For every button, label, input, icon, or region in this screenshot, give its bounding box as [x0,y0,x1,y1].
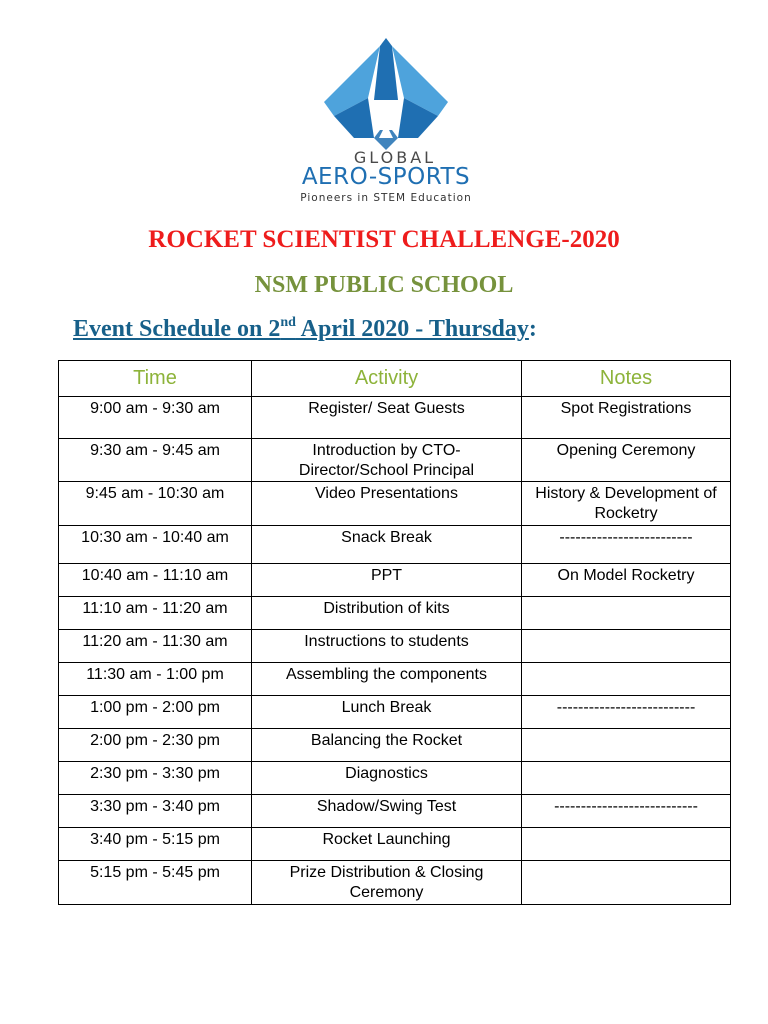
logo-brand-name: AERO-SPORTS [301,164,471,190]
school-name: NSM PUBLIC SCHOOL [254,272,514,298]
cell-time: 9:30 am - 9:45 am [59,439,252,482]
table-row [59,597,731,630]
cell-time: 11:20 am - 11:30 am [59,630,252,663]
cell-activity: Lunch Break [252,696,522,729]
logo-global-text: GLOBAL [353,148,437,167]
table-row [59,482,731,526]
cell-activity: Register/ Seat Guests [252,397,522,439]
schedule-heading [73,316,537,343]
cell-activity: Diagnostics [252,762,522,795]
header-activity: Activity [252,361,522,397]
cell-notes [522,630,731,663]
cell-notes [522,663,731,696]
cell-time: 2:00 pm - 2:30 pm [59,729,252,762]
table-row [59,397,731,439]
cell-notes: Spot Registrations [522,397,731,439]
cell-time: 2:30 pm - 3:30 pm [59,762,252,795]
cell-notes [522,762,731,795]
cell-notes: Opening Ceremony [522,439,731,482]
cell-notes: History & Development of Rocketry [522,482,731,526]
cell-activity: Assembling the components [252,663,522,696]
logo-tagline: Pioneers in STEM Education [300,192,472,204]
cell-activity: Distribution of kits [252,597,522,630]
cell-notes: -------------------------- [522,696,731,729]
schedule-heading-colon: : [528,316,537,342]
cell-activity: Rocket Launching [252,828,522,861]
table-header-row [59,361,731,397]
global-aero-sports-logo [276,38,496,208]
cell-time: 11:30 am - 1:00 pm [59,663,252,696]
schedule-heading-prefix: Event Schedule on 2 [73,316,281,342]
table-row [59,564,731,597]
cell-activity: Shadow/Swing Test [252,795,522,828]
cell-time: 1:00 pm - 2:00 pm [59,696,252,729]
table-row [59,861,731,905]
header-time: Time [59,361,252,397]
cell-notes [522,828,731,861]
jet-emblem-icon [276,38,496,150]
cell-notes [522,861,731,905]
cell-notes: On Model Rocketry [522,564,731,597]
table-row [59,439,731,482]
cell-time: 10:40 am - 11:10 am [59,564,252,597]
cell-activity: Snack Break [252,526,522,564]
event-schedule-table [58,360,731,905]
table-row [59,762,731,795]
schedule-heading-suffix: April 2020 - Thursday [295,316,529,342]
cell-notes: ------------------------- [522,526,731,564]
cell-time: 3:40 pm - 5:15 pm [59,828,252,861]
table-row [59,729,731,762]
cell-activity: Video Presentations [252,482,522,526]
cell-activity: Balancing the Rocket [252,729,522,762]
table-row [59,696,731,729]
cell-notes [522,597,731,630]
table-row [59,663,731,696]
table-row [59,630,731,663]
table-row [59,795,731,828]
cell-time: 11:10 am - 11:20 am [59,597,252,630]
schedule-heading-superscript: nd [280,315,296,330]
cell-time: 5:15 pm - 5:45 pm [59,861,252,905]
cell-activity: Introduction by CTO-Director/School Principal [252,439,522,482]
cell-activity: Instructions to students [252,630,522,663]
table-row [59,526,731,564]
cell-notes: --------------------------- [522,795,731,828]
cell-time: 9:45 am - 10:30 am [59,482,252,526]
document-title: ROCKET SCIENTIST CHALLENGE-2020 [148,226,620,253]
cell-notes [522,729,731,762]
cell-activity: Prize Distribution & Closing Ceremony [252,861,522,905]
cell-time: 10:30 am - 10:40 am [59,526,252,564]
cell-time: 9:00 am - 9:30 am [59,397,252,439]
cell-time: 3:30 pm - 3:40 pm [59,795,252,828]
table-row [59,828,731,861]
cell-activity: PPT [252,564,522,597]
header-notes: Notes [522,361,731,397]
